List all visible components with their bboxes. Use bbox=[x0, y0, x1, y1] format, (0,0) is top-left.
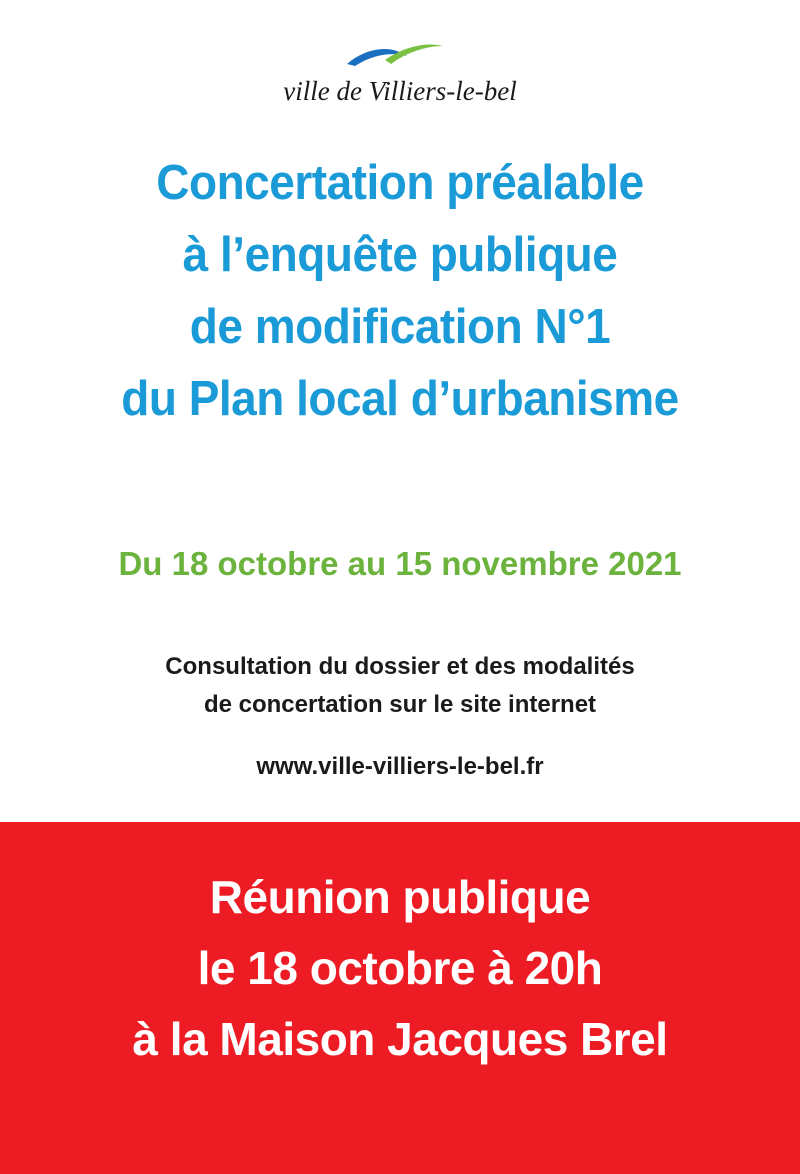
headline-line: Concertation préalable bbox=[156, 154, 644, 210]
meeting-banner bbox=[0, 822, 800, 1174]
logo-text-prefix: ville de bbox=[283, 76, 369, 106]
headline-line: du Plan local d’urbanisme bbox=[121, 370, 679, 426]
city-logo bbox=[0, 48, 800, 118]
meeting-line: à la Maison Jacques Brel bbox=[132, 1013, 668, 1065]
consultation-text bbox=[0, 648, 800, 724]
headline-line: de modification N°1 bbox=[189, 298, 611, 354]
website-url: www.ville-villiers-le-bel.fr bbox=[256, 753, 544, 780]
date-range: Du 18 octobre au 15 novembre 2021 bbox=[118, 545, 682, 582]
meeting-info bbox=[0, 862, 800, 1075]
headline bbox=[0, 146, 800, 434]
meeting-line: le 18 octobre à 20h bbox=[197, 942, 603, 994]
consultation-line: Consultation du dossier et des modalités bbox=[165, 653, 635, 680]
logo-wordmark bbox=[283, 48, 516, 107]
logo-text-brand: Villiers-le-bel bbox=[368, 76, 517, 106]
consultation-line: de concertation sur le site internet bbox=[203, 691, 597, 718]
headline-line: à l’enquête publique bbox=[182, 226, 618, 282]
meeting-line: Réunion publique bbox=[209, 871, 591, 923]
